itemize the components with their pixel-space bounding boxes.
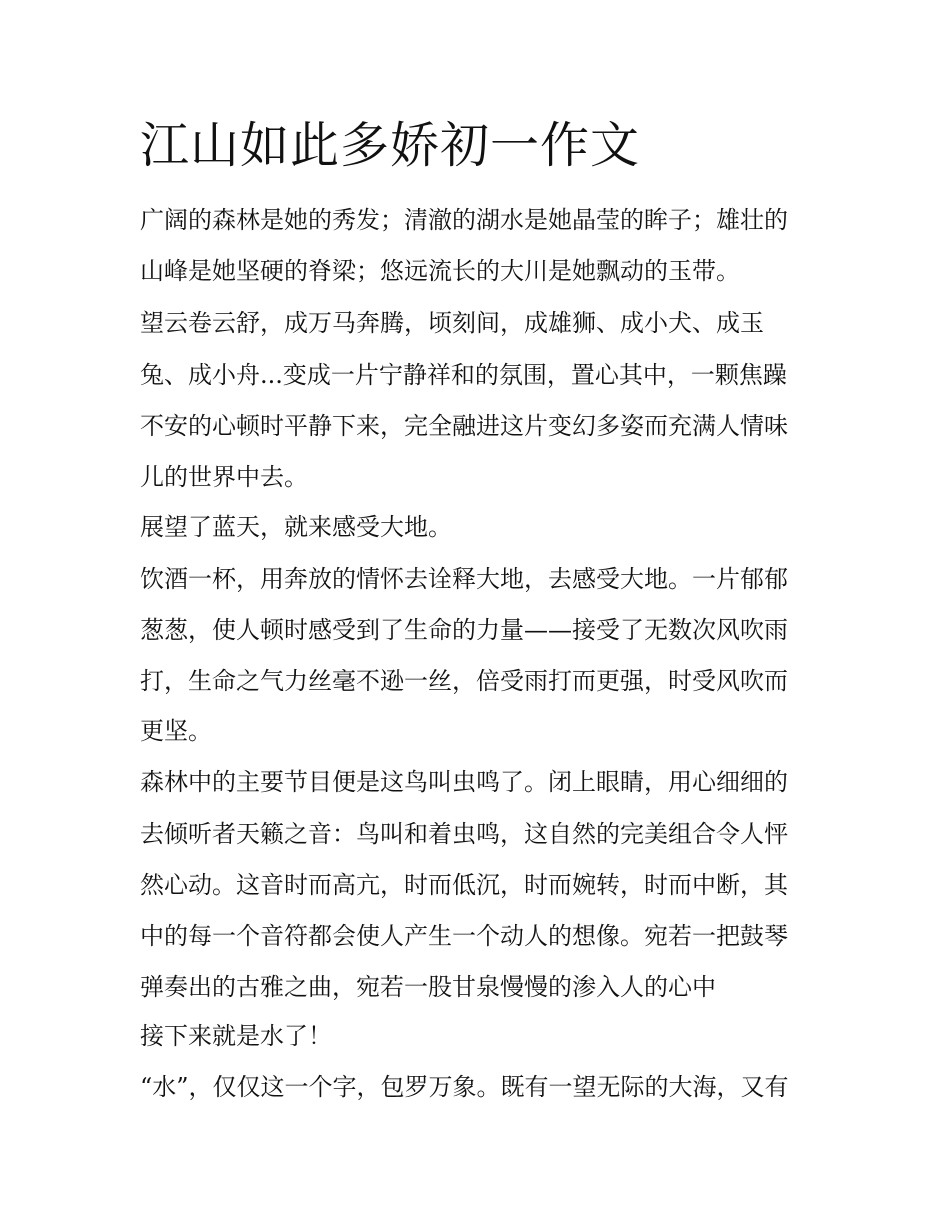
text-line: 接下来就是水了！ (140, 1022, 332, 1050)
text-line: 望云卷云舒，成万马奔腾，顷刻间，成雄狮、成小犬、成玉 (140, 309, 764, 337)
text-line: 山峰是她坚硬的脊梁；悠远流长的大川是她飘动的玉带。 (140, 257, 740, 285)
text-line: 打，生命之气力丝毫不逊一丝，倍受雨打而更强，时受风吹而 (140, 667, 788, 695)
text-line: 然心动。这音时而高亢，时而低沉，时而婉转，时而中断，其 (140, 871, 788, 899)
text-line: 展望了蓝天，就来感受大地。 (140, 513, 452, 541)
text-line: 弹奏出的古雅之曲，宛若一股甘泉慢慢的渗入人的心中 (140, 973, 716, 1001)
text-line: 广阔的森林是她的秀发；清澈的湖水是她晶莹的眸子；雄壮的 (140, 206, 788, 234)
text-line: 儿的世界中去。 (140, 463, 308, 491)
text-line: 饮酒一杯，用奔放的情怀去诠释大地，去感受大地。一片郁郁 (140, 565, 788, 593)
text-line: 兔、成小舟...变成一片宁静祥和的氛围，置心其中，一颗焦躁 (140, 361, 787, 389)
text-line: 森林中的主要节目便是这鸟叫虫鸣了。闭上眼睛，用心细细的 (140, 768, 788, 796)
text-line: 中的每一个音符都会使人产生一个动人的想像。宛若一把鼓琴 (140, 922, 788, 950)
text-line: 不安的心顿时平静下来，完全融进这片变幻多姿而充满人情味 (140, 412, 788, 440)
text-line: 去倾听者天籁之音：鸟叫和着虫鸣，这自然的完美组合令人怦 (140, 820, 788, 848)
text-line: 葱葱，使人顿时感受到了生命的力量——接受了无数次风吹雨 (140, 616, 788, 644)
text-line: 更坚。 (140, 717, 212, 745)
text-line: “水”，仅仅这一个字，包罗万象。既有一望无际的大海，又有 (140, 1073, 789, 1101)
document-title: 江山如此多娇初一作文 (140, 117, 641, 174)
